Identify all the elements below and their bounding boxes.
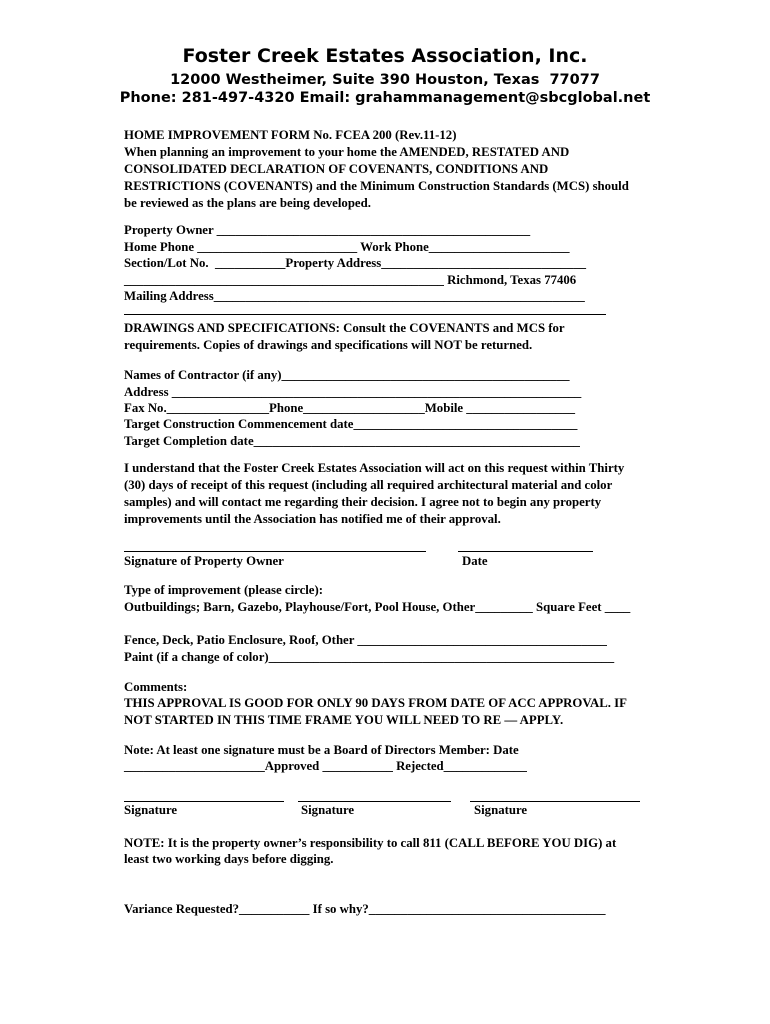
- approval-warning-line-2: NOT STARTED IN THIS TIME FRAME YOU WILL NEED TO RE — APPLY.: [124, 713, 564, 727]
- phone-fields[interactable]: Home Phone _________________________ Work Phone______________________: [124, 240, 570, 254]
- contractor-names-field[interactable]: Names of Contractor (if any)_____________________________________________: [124, 368, 570, 382]
- mailing-address-field[interactable]: Mailing Address__________________________________________________________: [124, 289, 585, 303]
- organization-contact: Phone: 281-497-4320 Email: grahammanagement@sbcglobal.net: [119, 90, 651, 106]
- board-note: Note: At least one signature must be a Board of Directors Member: Date: [124, 743, 519, 757]
- approval-decision-fields[interactable]: ______________________Approved ___________ Rejected_____________: [124, 759, 527, 773]
- contractor-phone-fields[interactable]: Fax No.________________Phone___________________Mobile _________________: [124, 401, 576, 415]
- improvement-type-label: Type of improvement (please circle):: [124, 583, 324, 597]
- board-signature-label-3: Signature: [474, 803, 528, 817]
- intro-line-3: RESTRICTIONS (COVENANTS) and the Minimum Construction Standards (MCS) should: [124, 179, 629, 193]
- board-signature-label-1: Signature: [124, 803, 178, 817]
- approval-warning-line-1: THIS APPROVAL IS GOOD FOR ONLY 90 DAYS FROM DATE OF ACC APPROVAL. IF: [124, 696, 627, 710]
- intro-line-2: CONSOLIDATED DECLARATION OF COVENANTS, CONDITIONS AND: [124, 162, 549, 176]
- outbuildings-options[interactable]: Outbuildings; Barn, Gazebo, Playhouse/Fort, Pool House, Other_________ Square Feet ____: [124, 600, 631, 614]
- board-signature-line-2[interactable]: [298, 801, 451, 802]
- commencement-date-field[interactable]: Target Construction Commencement date___________________________________: [124, 417, 578, 431]
- form-title: HOME IMPROVEMENT FORM No. FCEA 200 (Rev.11-12): [124, 128, 457, 142]
- intro-line-4: be reviewed as the plans are being developed.: [124, 196, 371, 210]
- dig-note-line-2: least two working days before digging.: [124, 852, 334, 866]
- board-signature-line-3[interactable]: [470, 801, 640, 802]
- owner-date-line[interactable]: [458, 551, 593, 552]
- fence-options[interactable]: Fence, Deck, Patio Enclosure, Roof, Other _______________________________________: [124, 633, 607, 647]
- section-divider: [124, 314, 606, 315]
- drawings-line-2: requirements. Copies of drawings and specifications will NOT be returned.: [124, 338, 533, 352]
- richmond-address-line[interactable]: __________________________________________________ Richmond, Texas 77406: [124, 273, 577, 287]
- understand-line-1: I understand that the Foster Creek Estates Association will act on this request within Thirty: [124, 461, 625, 475]
- variance-field[interactable]: Variance Requested?___________ If so why?_____________________________________: [124, 902, 606, 916]
- organization-name: Foster Creek Estates Association, Inc.: [182, 45, 588, 67]
- understand-line-2: (30) days of receipt of this request (including all required architectural material and color: [124, 478, 613, 492]
- understand-line-4: improvements until the Association has notified me of their approval.: [124, 512, 501, 526]
- board-signature-label-2: Signature: [301, 803, 355, 817]
- comments-label: Comments:: [124, 680, 188, 694]
- completion-date-field[interactable]: Target Completion date___________________________________________________: [124, 434, 580, 448]
- intro-line-1: When planning an improvement to your home the AMENDED, RESTATED AND: [124, 145, 570, 159]
- owner-signature-label: Signature of Property Owner: [124, 554, 284, 568]
- drawings-line-1: DRAWINGS AND SPECIFICATIONS: Consult the COVENANTS and MCS for: [124, 321, 565, 335]
- owner-signature-line[interactable]: [124, 551, 426, 552]
- property-owner-field[interactable]: Property Owner _________________________________________________: [124, 223, 531, 237]
- owner-date-label: Date: [462, 554, 488, 568]
- understand-line-3: samples) and will contact me regarding their decision. I agree not to begin any property: [124, 495, 602, 509]
- paint-field[interactable]: Paint (if a change of color)______________________________________________________: [124, 650, 615, 664]
- organization-address: 12000 Westheimer, Suite 390 Houston, Texas 77077: [170, 72, 600, 88]
- dig-note-line-1: NOTE: It is the property owner’s responsibility to call 811 (CALL BEFORE YOU DIG) at: [124, 836, 617, 850]
- contractor-address-field[interactable]: Address ________________________________________________________________: [124, 385, 582, 399]
- board-signature-line-1[interactable]: [124, 801, 284, 802]
- section-lot-address-field[interactable]: Section/Lot No. ___________Property Address________________________________: [124, 256, 586, 270]
